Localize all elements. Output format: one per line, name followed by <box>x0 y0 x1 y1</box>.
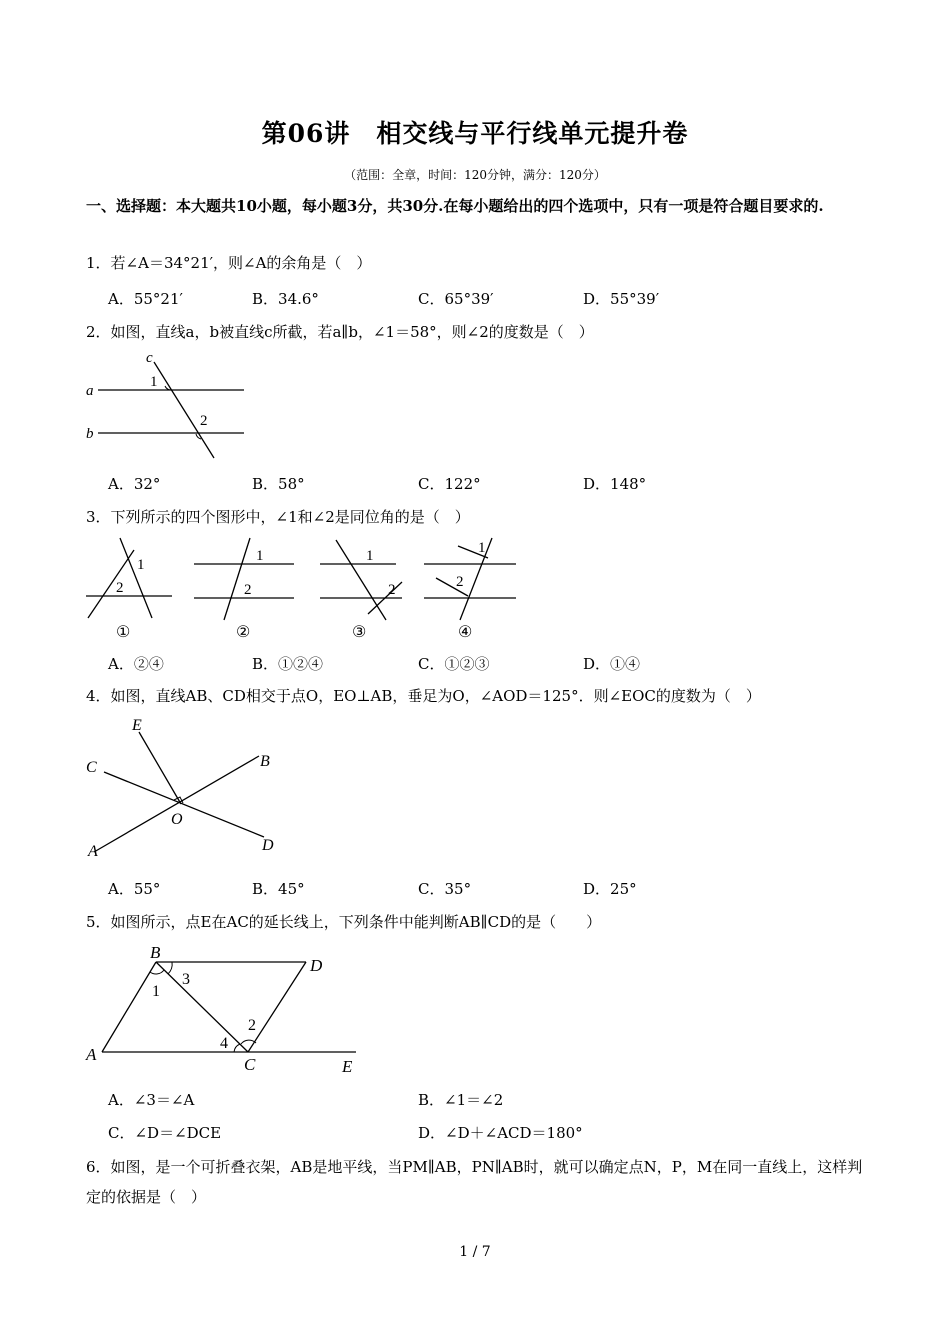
q4-option-b: B．45° <box>252 880 305 898</box>
question-5: 5．如图所示，点E在AC的延长线上，下列条件中能判断AB∥CD的是（ ） <box>86 913 602 931</box>
q3-fig4-angle-1: 1 <box>478 540 486 556</box>
q5-label-4: 4 <box>220 1035 228 1052</box>
question-3: 3．下列所示的四个图形中，∠1和∠2是同位角的是（ ） <box>86 508 470 526</box>
page-number: 1 / 7 <box>459 1244 491 1260</box>
q5-label-c: C <box>244 1055 256 1074</box>
q5-option-b: B．∠1＝∠2 <box>418 1091 504 1109</box>
q4-option-a: A．55° <box>108 880 161 898</box>
exam-info: （范围：全章，时间：120分钟，满分：120分） <box>344 168 606 182</box>
q3-fig2-angle-1: 1 <box>256 548 264 564</box>
q1-option-c: C．65°39′ <box>418 290 494 308</box>
section-heading: 一、选择题：本大题共10小题，每小题3分，共30分.在每小题给出的四个选项中，只有一项是符合题目要求的. <box>86 197 824 215</box>
q4-label-e: E <box>132 717 142 734</box>
q3-fig2-angle-2: 2 <box>244 582 252 598</box>
q3-fig3-label: ③ <box>352 624 367 641</box>
q4-label-a: A <box>88 843 98 860</box>
q3-fig2-label: ② <box>236 624 251 641</box>
q3-fig3-angle-1: 1 <box>366 548 374 564</box>
q1-option-b: B．34.6° <box>252 290 319 308</box>
q3-fig2 <box>194 538 294 641</box>
q5-option-c: C．∠D＝∠DCE <box>108 1124 222 1142</box>
question-1: 1．若∠A＝34°21′，则∠A的余角是（ ） <box>86 254 372 272</box>
q4-figure <box>84 712 284 862</box>
q4-label-d: D <box>262 837 274 854</box>
q5-figure <box>84 940 374 1076</box>
q5-label-b: B <box>150 943 161 962</box>
q5-label-3: 3 <box>182 971 190 988</box>
q3-fig1-angle-2: 2 <box>116 580 124 596</box>
q2-label-1: 1 <box>150 374 158 390</box>
q2-option-a: A．32° <box>108 475 161 493</box>
q4-label-c: C <box>86 759 97 776</box>
q2-figure <box>84 350 254 462</box>
q3-figure <box>84 536 524 646</box>
q2-label-c: c <box>146 350 153 366</box>
q2-label-b: b <box>86 426 94 442</box>
q5-label-e: E <box>342 1057 353 1076</box>
q4-label-b: B <box>260 753 270 770</box>
q5-label-a: A <box>86 1045 97 1064</box>
q2-option-c: C．122° <box>418 475 481 493</box>
q3-option-b: B．①②④ <box>252 655 324 673</box>
q3-fig3-angle-2: 2 <box>388 582 396 598</box>
q3-fig4-angle-2: 2 <box>456 574 464 590</box>
q3-fig1-angle-1: 1 <box>137 557 145 573</box>
q1-option-d: D．55°39′ <box>583 290 660 308</box>
q3-fig4 <box>424 538 516 641</box>
q1-option-a: A．55°21′ <box>108 290 183 308</box>
q5-option-a: A．∠3＝∠A <box>108 1091 195 1109</box>
question-4: 4．如图，直线AB、CD相交于点O，EO⊥AB，垂足为O，∠AOD＝125°．则∠EOC的度数为（ ） <box>86 687 761 705</box>
q2-option-d: D．148° <box>583 475 647 493</box>
q5-label-2: 2 <box>248 1017 256 1034</box>
q4-label-o: O <box>171 811 183 828</box>
question-6: 6．如图，是一个可折叠衣架，AB是地平线，当PM∥AB，PN∥AB时，就可以确定点N，P，M在同一直线上，这样判定的依据是（ ） <box>86 1158 863 1206</box>
page-title: 第06讲 相交线与平行线单元提升卷 <box>261 119 689 148</box>
q3-option-a: A．②④ <box>108 655 164 673</box>
question-2: 2．如图，直线a，b被直线c所截，若a∥b，∠1＝58°，则∠2的度数是（ ） <box>86 323 594 341</box>
q3-option-c: C．①②③ <box>418 655 490 673</box>
q5-label-1: 1 <box>152 983 160 1000</box>
q3-fig1 <box>86 538 172 641</box>
q3-fig1-label: ① <box>116 624 131 641</box>
q3-fig3 <box>320 540 402 641</box>
q3-fig4-label: ④ <box>458 624 473 641</box>
q5-option-d: D．∠D＋∠ACD＝180° <box>418 1124 583 1142</box>
q5-label-d: D <box>310 956 323 975</box>
q2-option-b: B．58° <box>252 475 305 493</box>
q4-option-d: D．25° <box>583 880 637 898</box>
q4-option-c: C．35° <box>418 880 472 898</box>
q2-label-2: 2 <box>200 413 208 429</box>
q2-label-a: a <box>86 383 94 399</box>
q3-option-d: D．①④ <box>583 655 641 673</box>
